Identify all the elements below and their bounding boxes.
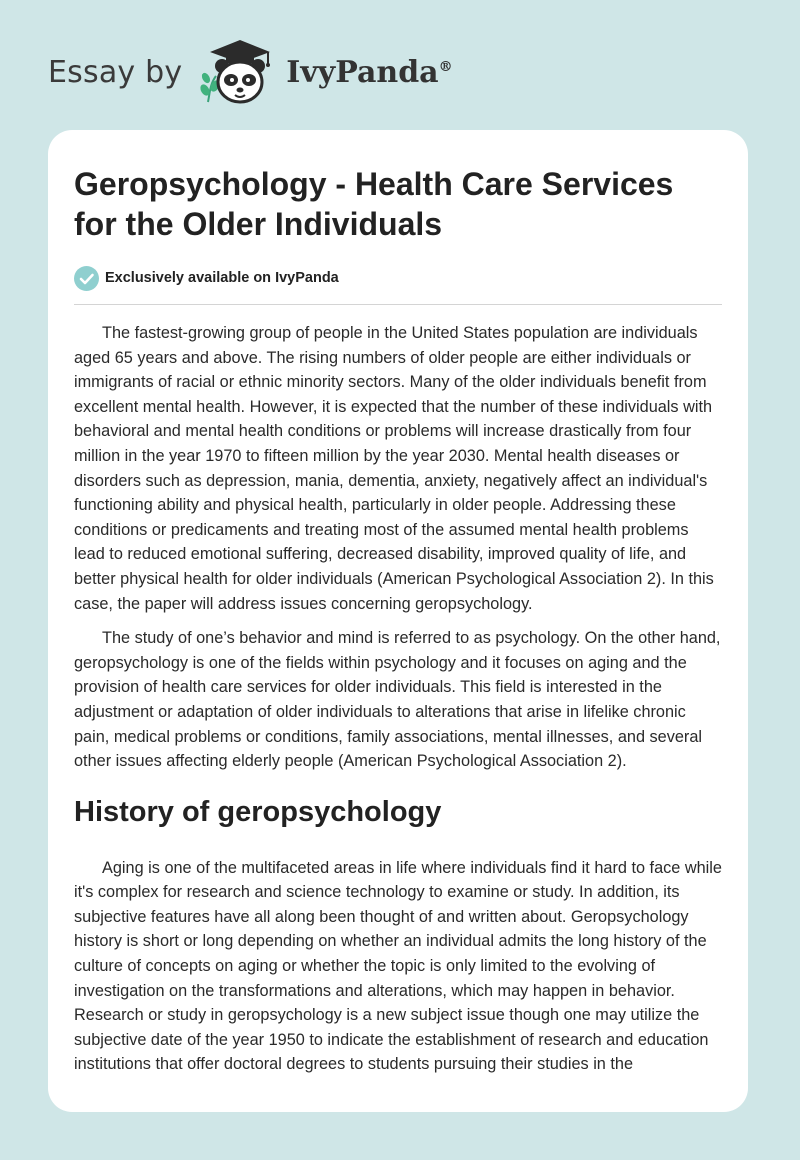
page-title: Geropsychology - Health Care Services for the Older Individuals [74, 166, 674, 242]
site-header [48, 36, 453, 108]
body-paragraph-1: The fastest-growing group of people in the United States population are individuals aged 65 years and above. The rising numbers of older people are either individuals or immigrants of racial or ethnic minority sectors. Many of the older individuals benefit from excellent mental health. However, it is expected that the number of these individuals with behavioral and mental health conditions or problems will increase drastically from four million in the year 1970 to fifteen million by the year 2030. Mental health diseases or disorders such as depression, mania, dementia, anxiety, negatively affect an individual's functioning ability and physical health, particularly in older people. Addressing these conditions or predicaments and treating most of the assumed mental health problems lead to reduced emotional suffering, decreased disability, improved quality of life, and better physical health for older individuals (American Psychological Association 2). In this case, the paper will address issues concerning geropsychology. [74, 324, 714, 613]
section-heading-history: History of geropsychology [74, 795, 442, 828]
divider [74, 304, 722, 305]
registered-mark: ® [438, 58, 453, 75]
exclusive-label: Exclusively available on IvyPanda [105, 270, 339, 286]
essay-by-label: Essay by [48, 54, 183, 90]
check-circle-icon [74, 266, 99, 291]
ivypanda-brand-name[interactable]: IvyPanda® [286, 54, 453, 90]
exclusive-badge [74, 264, 722, 292]
body-paragraph-2: The study of one’s behavior and mind is referred to as psychology. On the other hand, geropsychology is one of the fields within psychology and it focuses on aging and the provision of health care services for older individuals. This field is interested in the adjustment or adaptation of older individuals to alterations that arise in lifelike chronic pain, medical problems or conditions, family associations, mental illnesses, and several other issues affecting elderly people (American Psychological Association 2). [74, 629, 721, 771]
section-paragraph-1: Aging is one of the multifaceted areas in life where individuals find it hard to face while it's complex for research and science technology to examine or study. In addition, its subjective features have all along been thought of and written about. Geropsychology history is short or long depending on whether an individual admits the long history of the culture of concepts on aging or whether the topic is only limited to the evolving of investigation on the transformations and alterations, which may happen in behavior. Research or study in geropsychology is a new subject issue though one may utilize the subjective date of the year 1950 to indicate the establishment of research and education institutions that offer doctoral degrees to students pursuing their studies in the [74, 858, 722, 1074]
panda-graduate-logo-icon[interactable] [196, 36, 284, 108]
essay-card [48, 130, 748, 1112]
